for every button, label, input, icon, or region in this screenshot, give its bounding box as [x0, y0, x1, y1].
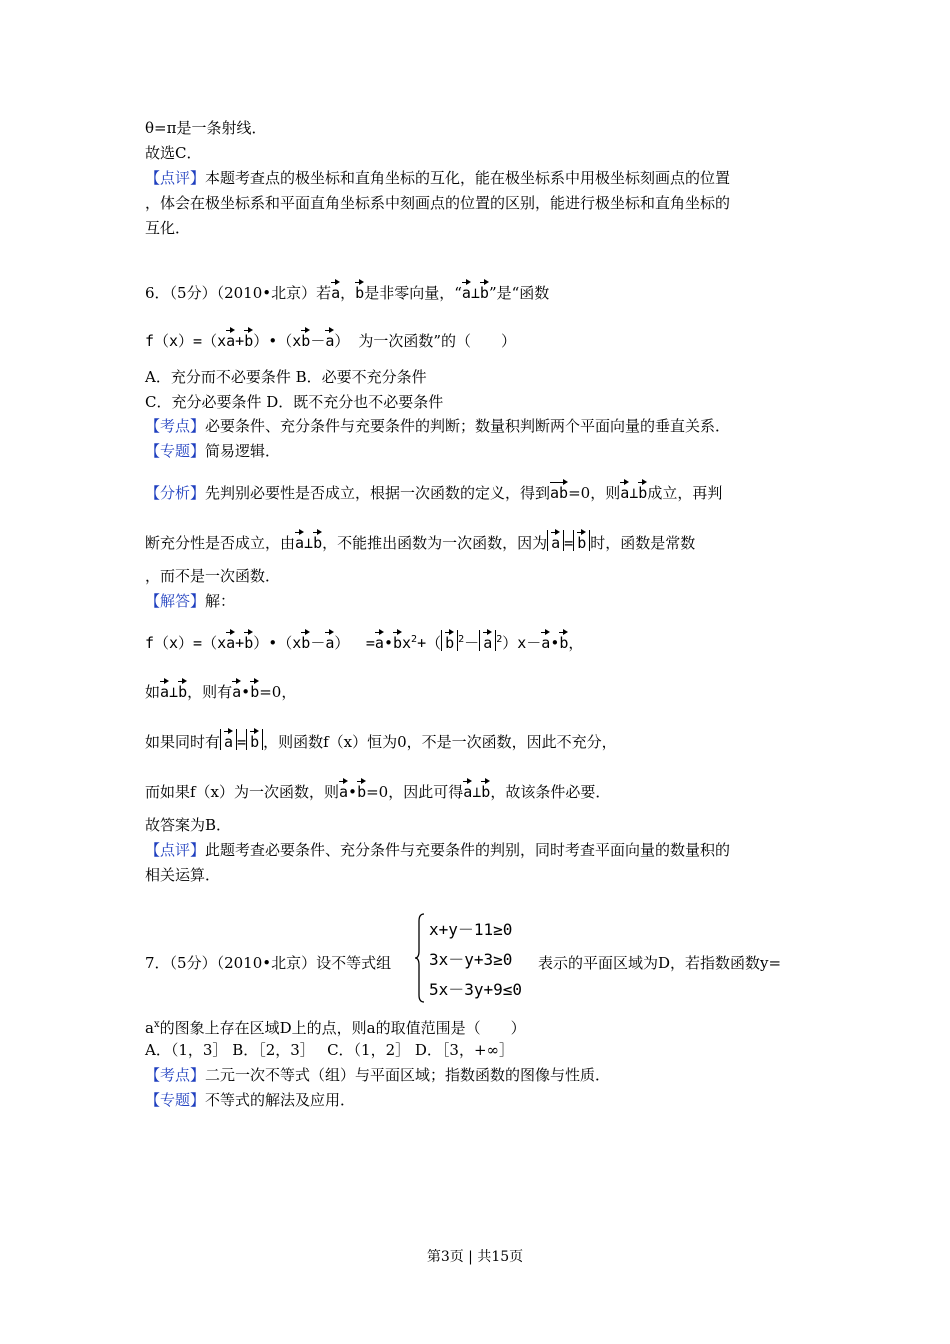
q6-expansion: f（x）=（xa+b）•（xb－a） $=a•bx^2+$（ b $^2$－ a $^2$）x－a•b， [145, 630, 583, 653]
vector-ab: ab [550, 480, 568, 500]
q6-fenxi-2: 断充分性是否成立，由a⊥b，不能推出函数为一次函数，因为 a = b 时，函数是常数 [145, 530, 695, 553]
vector-a: a [295, 530, 304, 550]
text-line: 故选C． [145, 144, 202, 162]
kaodian-text: 二元一次不等式（组）与平面区域；指数函数的图像与性质． [205, 1066, 611, 1084]
q7-stem-b: 表示的平面区域为D，若指数函数y= [538, 954, 782, 972]
q7-line2-b: 的图象上存在区域D上的点，则a的取值范围是（ ） [159, 1019, 526, 1037]
vector-b: b [355, 280, 364, 300]
inequality-3: 5x－3y+9≤0 [429, 980, 523, 999]
fenxi-c: 成立，再判 [647, 484, 723, 502]
er-a: 而如果f（x）为一次函数，则 [145, 783, 340, 801]
kaodian-tag: 【考点】 [145, 1066, 206, 1084]
q7-line2-a: a [145, 1019, 154, 1037]
fenxi2-a: 断充分性是否成立，由 [145, 534, 296, 552]
ru-c: =0， [259, 683, 297, 701]
vector-a: a [620, 480, 629, 500]
vector-b: b [244, 328, 253, 348]
q6-stem-b: 是非零向量，“ [364, 284, 462, 302]
jieda-tag: 【解答】 [145, 592, 206, 610]
er-c: ，故该条件必要． [490, 783, 611, 801]
q6-func-tail: 为一次函数”的（ ） [358, 332, 517, 350]
fenxi2-c: 时，函数是常数 [590, 534, 696, 552]
comment-text: 本题考查点的极坐标和直角坐标的互化，能在极坐标系中用极坐标刻画点的位置 [205, 169, 731, 187]
vector-a: a [226, 328, 235, 348]
q6-options-ab: A．充分而不必要条件 B．必要不充分条件 [145, 368, 427, 386]
ru-b: ，则有 [187, 683, 233, 701]
er-b: =0，因此可得 [366, 783, 464, 801]
rg-a: 如果同时有 [145, 733, 221, 751]
q6-ru: 如a⊥b，则有a•b=0， [145, 679, 296, 702]
vector-a: a [331, 280, 340, 300]
q6-kaodian [145, 416, 730, 436]
q6-stem-c: ”是“函数 [488, 284, 550, 302]
fenxi-tag: 【分析】 [145, 484, 206, 502]
jieda-text: 解： [205, 592, 236, 610]
q6-answer: 故答案为B． [145, 816, 232, 834]
q7-kaodian [145, 1065, 610, 1085]
q7-exponent: x [153, 1019, 160, 1030]
vector-b: b [638, 480, 647, 500]
text-line: 互化． [145, 219, 191, 237]
vector-a: a [462, 280, 471, 300]
ru-a: 如 [145, 683, 161, 701]
q6-dianping-2: 相关运算． [145, 866, 221, 884]
q6-zhuanti [145, 441, 280, 461]
fenxi-a: 先判别必要性是否成立，根据一次函数的定义，得到 [205, 484, 551, 502]
q6-fenxi-3: ，而不是一次函数． [145, 567, 281, 585]
kaodian-text: 必要条件、充分条件与充要条件的判断；数量积判断两个平面向量的垂直关系． [205, 417, 731, 435]
brace-icon [415, 913, 425, 1003]
inequality-1: x+y－11≥0 [429, 920, 513, 939]
q6-stem-a: 6．（5分）（2010•北京）若 [145, 284, 332, 302]
page-footer: 第3页 | 共15页 [426, 1249, 524, 1265]
q7-zhuanti [145, 1090, 355, 1110]
dianping-tag: 【点评】 [145, 841, 206, 859]
q6-dianping [145, 840, 730, 860]
vector-a: a [325, 328, 334, 348]
q6-jieda [145, 591, 235, 611]
fenxi-b: =0，则 [568, 484, 621, 502]
vector-b: b [313, 530, 322, 550]
vector-b: b [301, 328, 310, 348]
abs-a: a [547, 530, 564, 551]
kaodian-tag: 【考点】 [145, 417, 206, 435]
inequality-system [415, 913, 545, 1003]
q7-line2 [145, 1015, 526, 1038]
q7-options: A．（1，3］ B．［2，3］ C．（1，2］ D．［3，+∞］ [145, 1041, 515, 1059]
text-line: θ=π是一条射线． [145, 119, 267, 137]
text-line: ，体会在极坐标系和平面直角坐标系中刻画点的位置的区别，能进行极坐标和直角坐标的 [145, 194, 731, 212]
zhuanti-text: 简易逻辑． [205, 442, 281, 460]
dianping-text: 此题考查必要条件、充分条件与充要条件的判别，同时考查平面向量的数量积的 [205, 841, 731, 859]
abs-b: b [573, 530, 590, 551]
q6-rg: 如果同时有 a = b ，则函数f（x）恒为0，不是一次函数，因此不充分， [145, 729, 617, 752]
q7-stem-a: 7．（5分）（2010•北京）设不等式组 [145, 954, 392, 972]
comment-line [145, 168, 730, 188]
q6-function-line: f（x）=（xa+b）•（xb－a） 为一次函数”的（ ） [145, 328, 516, 351]
q6-er: 而如果f（x）为一次函数，则a•b=0，因此可得a⊥b，故该条件必要． [145, 779, 610, 802]
inequality-2: 3x－y+3≥0 [429, 950, 513, 969]
zhuanti-tag: 【专题】 [145, 1091, 206, 1109]
q6-options-cd: C．充分必要条件 D．既不充分也不必要条件 [145, 393, 444, 411]
comment-tag: 【点评】 [145, 169, 206, 187]
q6-stem: 6．（5分）（2010•北京）若a，b是非零向量，“a⊥b”是“函数 [145, 280, 549, 303]
zhuanti-text: 不等式的解法及应用． [205, 1091, 356, 1109]
rg-b: ，则函数f（x）恒为0，不是一次函数，因此不充分， [263, 733, 617, 751]
q6-fenxi: 【分析】先判别必要性是否成立，根据一次函数的定义，得到ab=0，则a⊥b成立，再判 [145, 480, 722, 503]
vector-b: b [480, 280, 489, 300]
fenxi2-b: ，不能推出函数为一次函数，因为 [322, 534, 548, 552]
zhuanti-tag: 【专题】 [145, 442, 206, 460]
